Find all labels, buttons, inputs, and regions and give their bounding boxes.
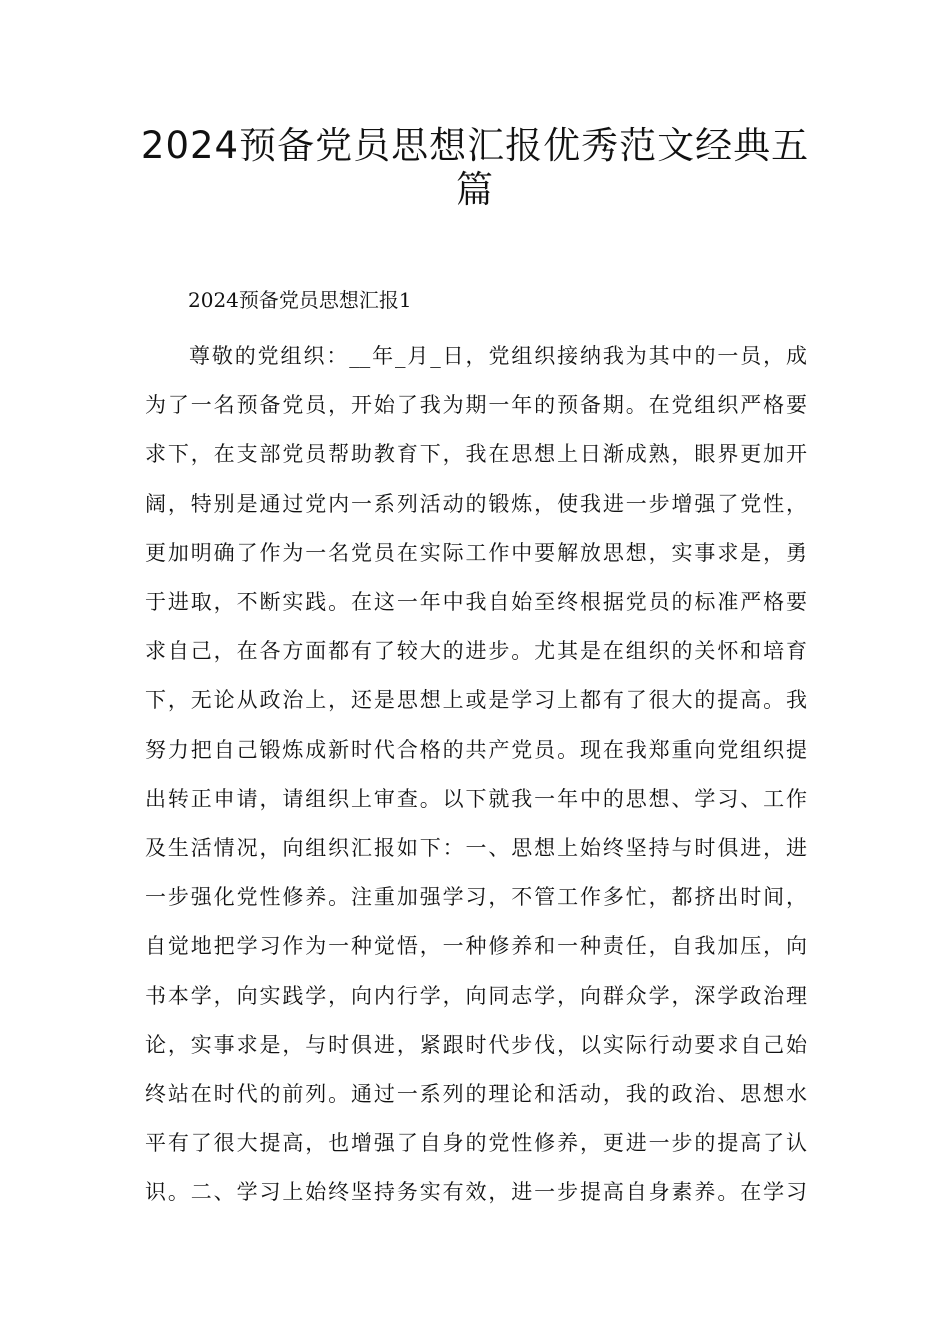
body-line: 下，无论从政治上，还是思想上或是学习上都有了很大的提高。我: [145, 688, 807, 713]
body-line: 努力把自己锻炼成新时代合格的共产党员。现在我郑重向党组织提: [145, 737, 807, 762]
body-line: 平有了很大提高，也增强了自身的党性修养，更进一步的提高了认: [145, 1131, 807, 1156]
document-title-line-1: 2024预备党员思想汇报优秀范文经典五: [140, 124, 810, 167]
body-line: 书本学，向实践学，向内行学，向同志学，向群众学，深学政治理: [145, 983, 807, 1008]
body-line: 更加明确了作为一名党员在实际工作中要解放思想，实事求是，勇: [145, 540, 807, 565]
body-line: 为了一名预备党员，开始了我为期一年的预备期。在党组织严格要: [145, 393, 807, 418]
body-paragraph: [145, 332, 807, 1218]
document-title: [120, 124, 830, 212]
body-line: 一步强化党性修养。注重加强学习，不管工作多忙，都挤出时间，: [145, 885, 807, 910]
body-line: 求自己，在各方面都有了较大的进步。尤其是在组织的关怀和培育: [145, 639, 807, 664]
body-line: 于进取，不断实践。在这一年中我自始至终根据党员的标准严格要: [145, 590, 807, 615]
body-line: 自觉地把学习作为一种觉悟，一种修养和一种责任，自我加压，向: [145, 934, 807, 959]
body-line: 识。二、学习上始终坚持务实有效，进一步提高自身素养。在学习: [145, 1180, 807, 1205]
body-line: 出转正申请，请组织上审查。以下就我一年中的思想、学习、工作: [145, 786, 807, 811]
document-title-line-2: 篇: [456, 168, 494, 211]
body-line: 论，实事求是，与时俱进，紧跟时代步伐，以实际行动要求自己始: [145, 1032, 807, 1057]
body-line: 终站在时代的前列。通过一系列的理论和活动，我的政治、思想水: [145, 1082, 807, 1107]
body-line: 阔，特别是通过党内一系列活动的锻炼，使我进一步增强了党性，: [145, 491, 807, 516]
body-line: 求下，在支部党员帮助教育下，我在思想上日渐成熟，眼界更加开: [145, 442, 807, 467]
body-line: 尊敬的党组织：__年_月_日，党组织接纳我为其中的一员，成: [189, 344, 807, 368]
body-line: 及生活情况，向组织汇报如下：一、思想上始终坚持与时俱进，进: [145, 836, 807, 861]
section-heading: 2024预备党员思想汇报1: [188, 288, 412, 312]
